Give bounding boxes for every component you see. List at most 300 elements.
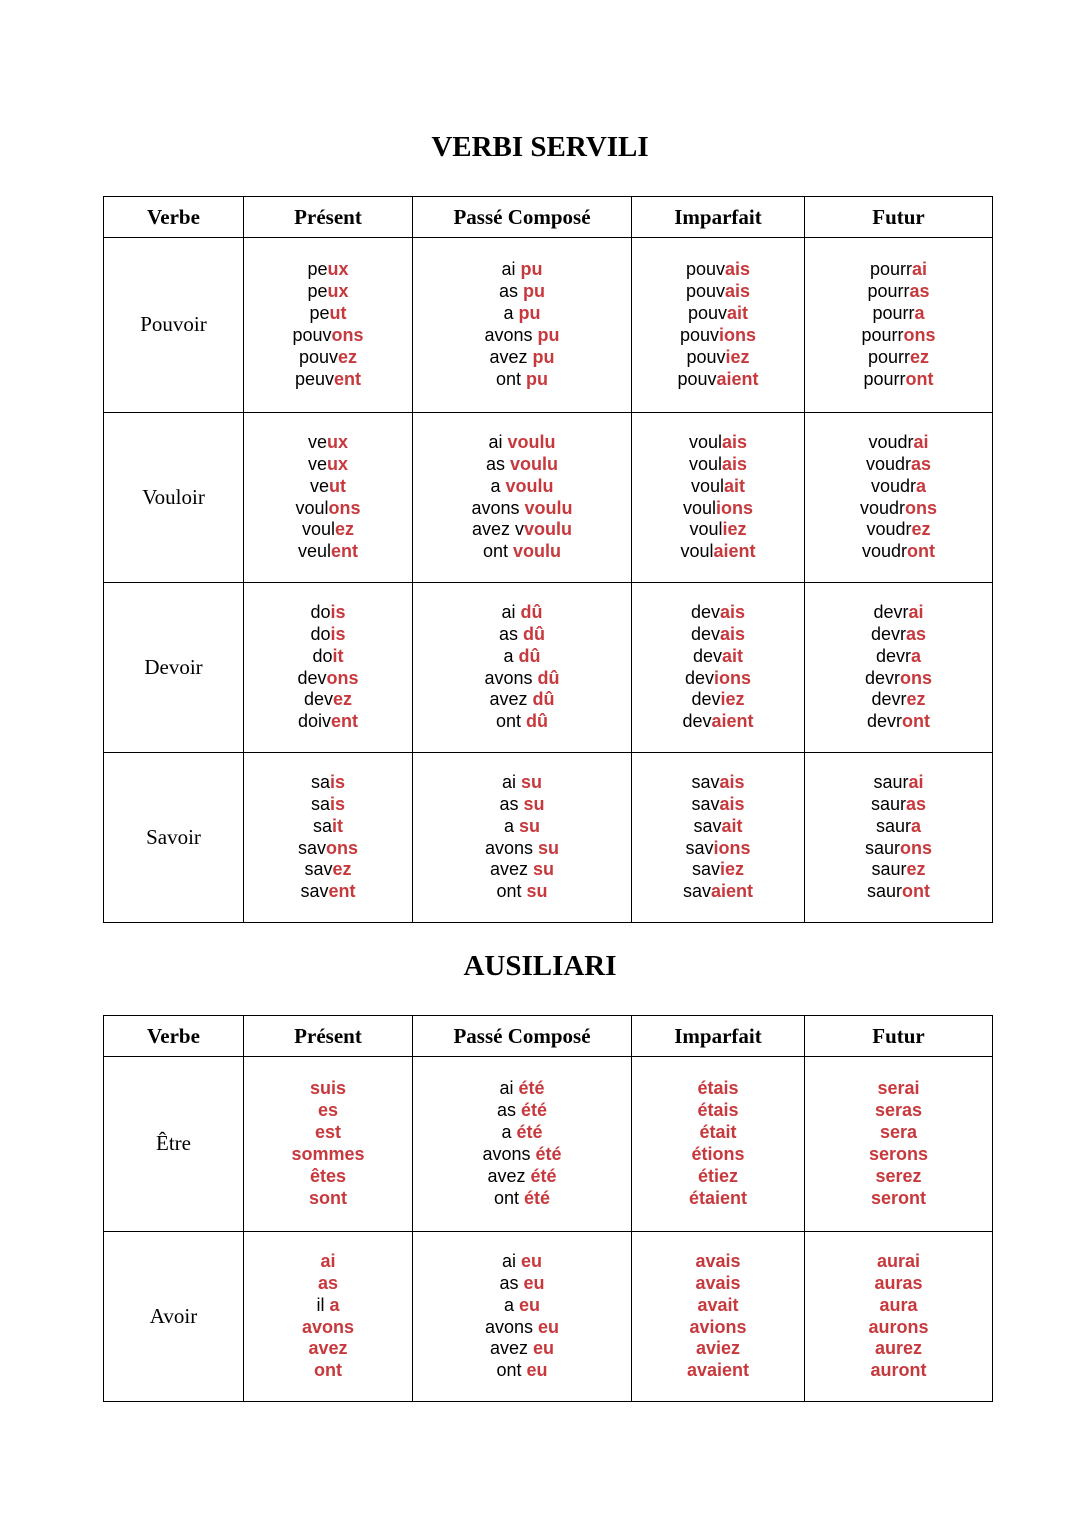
conjugated-form: [244, 476, 412, 498]
form-ending: su: [519, 815, 541, 836]
conjugated-form: [805, 1338, 992, 1360]
form-ending: été: [524, 1187, 551, 1208]
futur-cell: [805, 413, 993, 583]
form-ending: pu: [526, 368, 549, 389]
conjugated-form: [632, 498, 804, 520]
present-cell: [244, 1057, 413, 1232]
form-ending: voulu: [505, 475, 554, 496]
conjugated-form: [244, 1078, 412, 1100]
form-ending: ut: [329, 303, 347, 324]
form-stem: devr: [873, 601, 909, 622]
form-stem: a: [503, 303, 519, 324]
form-stem: ont: [495, 368, 527, 389]
header-imparfait: Imparfait: [632, 1016, 805, 1057]
conjugated-form: [632, 476, 804, 498]
form-stem: avons: [484, 837, 539, 858]
conjugated-form: [805, 281, 992, 303]
imparfait-cell: [632, 753, 805, 923]
conjugated-form: [805, 1188, 992, 1210]
form-ending: étais: [697, 1078, 739, 1099]
conjugated-form: [244, 519, 412, 541]
passe-compose-cell: [413, 1057, 632, 1232]
form-ending: ux: [327, 259, 349, 280]
form-stem: voul: [689, 519, 723, 540]
conjugated-form: [413, 432, 631, 454]
form-ending: avais: [695, 1272, 741, 1293]
conjugated-form: [413, 689, 631, 711]
conjugated-form: [805, 711, 992, 733]
present-cell: [244, 413, 413, 583]
form-stem: ont: [496, 881, 527, 902]
present-cell: [244, 753, 413, 923]
conjugated-form: [244, 1100, 412, 1122]
form-stem: as: [499, 1272, 524, 1293]
conjugated-form: [632, 454, 804, 476]
form-stem: ve: [307, 431, 327, 452]
form-ending: ais: [725, 281, 751, 302]
conjugated-form: [244, 1360, 412, 1382]
conjugated-form: [805, 1317, 992, 1339]
conjugated-form: [413, 1251, 631, 1273]
form-ending: serez: [875, 1165, 922, 1186]
form-ending: avait: [697, 1294, 739, 1315]
form-stem: pouv: [687, 303, 728, 324]
conjugated-form: [805, 602, 992, 624]
conjugated-form: [632, 794, 804, 816]
form-ending: ent: [331, 711, 359, 732]
form-ending: été: [518, 1078, 545, 1099]
conjugated-form: [632, 347, 804, 369]
form-stem: a: [503, 815, 519, 836]
verb-cell: Savoir: [104, 753, 244, 923]
form-ending: ait: [727, 303, 749, 324]
conjugated-form: [805, 816, 992, 838]
futur-cell: [805, 1232, 993, 1402]
form-stem: as: [498, 623, 523, 644]
form-ending: dû: [520, 601, 543, 622]
form-stem: sav: [693, 815, 722, 836]
passe-compose-cell: [413, 413, 632, 583]
conjugated-form: [632, 1188, 804, 1210]
form-stem: devr: [867, 711, 903, 732]
conjugated-form: [632, 281, 804, 303]
form-ending: as: [905, 623, 927, 644]
verb-cell: Vouloir: [104, 413, 244, 583]
form-ending: ent: [331, 541, 359, 562]
form-stem: sav: [682, 881, 711, 902]
form-ending: dû: [523, 623, 545, 644]
conjugated-form: [413, 772, 631, 794]
conjugated-form: [413, 519, 631, 541]
form-ending: aurons: [868, 1316, 929, 1337]
conjugated-form: [244, 498, 412, 520]
conjugated-form: [413, 1295, 631, 1317]
form-stem: devr: [864, 667, 900, 688]
form-ending: ait: [721, 815, 743, 836]
form-ending: ons: [900, 667, 933, 688]
conjugated-form: [805, 1295, 992, 1317]
form-ending: ez: [338, 346, 358, 367]
imparfait-cell: [632, 1232, 805, 1402]
form-ending: ais: [719, 793, 745, 814]
conjugated-form: [413, 859, 631, 881]
form-ending: été: [530, 1165, 557, 1186]
form-stem: devr: [870, 623, 906, 644]
conjugated-form: [805, 476, 992, 498]
form-ending: avaient: [686, 1360, 750, 1381]
verb-cell: Devoir: [104, 583, 244, 753]
conjugated-form: [632, 369, 804, 391]
form-stem: sa: [310, 793, 330, 814]
form-ending: ions: [716, 497, 754, 518]
form-stem: il: [316, 1294, 330, 1315]
form-stem: saur: [875, 815, 911, 836]
conjugated-form: [244, 711, 412, 733]
conjugated-form: [413, 1317, 631, 1339]
conjugated-form: [244, 1295, 412, 1317]
form-stem: saur: [870, 793, 906, 814]
conjugated-form: [244, 1188, 412, 1210]
form-stem: voul: [295, 497, 329, 518]
conjugation-table-verbi-servili: [103, 196, 993, 923]
form-ending: eu: [538, 1316, 560, 1337]
form-stem: saur: [864, 837, 900, 858]
form-stem: ai: [501, 1250, 521, 1271]
form-stem: pourr: [861, 325, 904, 345]
conjugated-form: [413, 624, 631, 646]
form-ending: aura: [879, 1294, 918, 1315]
form-ending: est: [314, 1122, 341, 1143]
form-ending: pu: [532, 346, 555, 367]
passe-compose-cell: [413, 1232, 632, 1402]
conjugated-form: [805, 859, 992, 881]
form-ending: eu: [521, 1250, 543, 1271]
form-stem: pouv: [686, 346, 726, 367]
header-verbe: Verbe: [104, 197, 244, 238]
verb-cell: Avoir: [104, 1232, 244, 1402]
conjugated-form: [244, 1338, 412, 1360]
conjugated-form: [632, 1295, 804, 1317]
form-ending: était: [699, 1122, 737, 1143]
form-ending: été: [521, 1100, 548, 1121]
conjugated-form: [413, 1273, 631, 1295]
form-stem: avez: [489, 689, 533, 710]
form-ending: voulu: [513, 541, 562, 562]
form-ending: eu: [533, 1338, 555, 1359]
form-stem: devr: [875, 645, 911, 666]
futur-cell: [805, 753, 993, 923]
form-stem: voul: [690, 475, 724, 496]
form-ending: as: [911, 453, 932, 474]
conjugated-form: [244, 347, 412, 369]
form-ending: a: [916, 475, 927, 496]
conjugated-form: [805, 432, 992, 454]
conjugated-form: [244, 1122, 412, 1144]
conjugated-form: [244, 1273, 412, 1295]
table-header-row: [104, 1016, 993, 1057]
form-ending: eu: [526, 1360, 548, 1381]
form-stem: ai: [501, 601, 521, 622]
form-stem: avons: [484, 325, 538, 345]
form-stem: pe: [307, 281, 328, 302]
conjugated-form: [244, 1317, 412, 1339]
form-stem: as: [498, 281, 523, 302]
conjugated-form: [413, 325, 631, 347]
conjugated-form: [632, 541, 804, 563]
conjugated-form: [244, 259, 412, 281]
conjugated-form: [632, 259, 804, 281]
header-imparfait: Imparfait: [632, 197, 805, 238]
conjugated-form: [632, 838, 804, 860]
form-ending: ons: [905, 497, 938, 518]
form-ending: ai: [913, 431, 929, 452]
form-ending: ez: [910, 346, 930, 367]
form-ending: pu: [520, 259, 543, 280]
form-stem: ont: [496, 1360, 527, 1381]
header-present: Présent: [244, 197, 413, 238]
form-ending: ions: [719, 325, 757, 345]
conjugated-form: [805, 454, 992, 476]
form-stem: dev: [682, 711, 712, 732]
conjugated-form: [805, 772, 992, 794]
form-ending: pu: [523, 281, 545, 302]
form-stem: do: [312, 645, 333, 666]
form-ending: iez: [720, 689, 745, 710]
form-stem: ont: [482, 541, 514, 562]
form-stem: a: [503, 645, 519, 666]
form-stem: ve: [309, 475, 329, 496]
conjugated-form: [805, 1360, 992, 1382]
form-stem: sav: [300, 881, 329, 902]
form-ending: été: [516, 1122, 543, 1143]
present-cell: [244, 583, 413, 753]
form-ending: pu: [537, 325, 560, 345]
form-ending: dû: [526, 711, 549, 732]
form-ending: ent: [334, 368, 362, 389]
conjugated-form: [632, 325, 804, 347]
form-ending: ais: [722, 431, 748, 452]
table-row: [104, 753, 993, 923]
form-stem: a: [490, 475, 506, 496]
form-ending: ons: [326, 667, 359, 688]
form-ending: ez: [333, 689, 353, 710]
form-ending: étais: [697, 1100, 739, 1121]
form-ending: ut: [329, 475, 346, 496]
header-verbe: Verbe: [104, 1016, 244, 1057]
form-ending: dû: [518, 645, 541, 666]
form-ending: auras: [874, 1272, 923, 1293]
form-stem: pouv: [677, 368, 717, 389]
form-ending: voulu: [507, 431, 556, 452]
table-body: [104, 238, 993, 923]
conjugated-form: [244, 816, 412, 838]
form-ending: aient: [713, 541, 756, 562]
header-present: Présent: [244, 1016, 413, 1057]
conjugated-form: [632, 303, 804, 325]
form-ending: eu: [523, 1272, 545, 1293]
form-stem: pe: [309, 303, 330, 324]
form-stem: dev: [684, 667, 714, 688]
conjugated-form: [413, 838, 631, 860]
present-cell: [244, 238, 413, 413]
imparfait-cell: [632, 583, 805, 753]
form-stem: ai: [501, 771, 521, 792]
form-stem: avez: [489, 859, 533, 880]
form-ending: su: [523, 793, 545, 814]
conjugated-form: [244, 646, 412, 668]
form-ending: étions: [691, 1144, 745, 1164]
conjugated-form: [805, 369, 992, 391]
form-stem: ai: [488, 431, 508, 452]
conjugated-form: [805, 303, 992, 325]
futur-cell: [805, 238, 993, 413]
form-stem: avez: [487, 1165, 531, 1186]
form-stem: a: [503, 1294, 519, 1315]
conjugated-form: [244, 859, 412, 881]
form-ending: as: [909, 281, 930, 302]
form-ending: ons: [326, 837, 359, 858]
form-stem: ont: [493, 1187, 524, 1208]
form-ending: avais: [695, 1250, 741, 1271]
conjugated-form: [244, 432, 412, 454]
form-ending: ons: [331, 325, 364, 345]
passe-compose-cell: [413, 583, 632, 753]
conjugated-form: [805, 259, 992, 281]
conjugated-form: [805, 838, 992, 860]
form-stem: sav: [304, 859, 333, 880]
form-ending: is: [330, 793, 346, 814]
form-ending: ons: [328, 497, 361, 518]
form-ending: ai: [320, 1250, 336, 1271]
form-ending: a: [329, 1294, 340, 1315]
conjugated-form: [632, 1100, 804, 1122]
form-ending: ux: [327, 431, 349, 452]
form-stem: pouv: [679, 325, 720, 345]
conjugated-form: [413, 498, 631, 520]
form-stem: voul: [301, 519, 335, 540]
table-row: [104, 583, 993, 753]
form-ending: ez: [911, 519, 931, 540]
imparfait-cell: [632, 238, 805, 413]
form-ending: pu: [518, 303, 541, 324]
conjugated-form: [413, 1338, 631, 1360]
form-ending: iez: [725, 346, 750, 367]
form-stem: pourr: [867, 346, 910, 367]
conjugated-form: [244, 281, 412, 303]
conjugated-form: [413, 281, 631, 303]
form-ending: avons: [301, 1316, 355, 1337]
imparfait-cell: [632, 413, 805, 583]
form-ending: es: [317, 1100, 339, 1121]
conjugated-form: [244, 772, 412, 794]
form-stem: pouv: [685, 281, 725, 302]
conjugated-form: [244, 838, 412, 860]
form-stem: veul: [297, 541, 332, 562]
conjugated-form: [805, 1100, 992, 1122]
conjugated-form: [413, 711, 631, 733]
conjugated-form: [632, 1273, 804, 1295]
table-row: [104, 1232, 993, 1402]
conjugated-form: [413, 347, 631, 369]
form-ending: ux: [327, 281, 349, 302]
conjugated-form: [632, 646, 804, 668]
conjugated-form: [632, 1251, 804, 1273]
form-stem: sav: [691, 793, 720, 814]
form-stem: as: [485, 453, 510, 474]
conjugated-form: [413, 794, 631, 816]
conjugated-form: [632, 1338, 804, 1360]
form-ending: aient: [711, 711, 754, 732]
form-stem: dev: [690, 623, 720, 644]
form-stem: voul: [688, 453, 722, 474]
conjugated-form: [244, 794, 412, 816]
form-stem: sa: [312, 815, 332, 836]
conjugated-form: [805, 689, 992, 711]
form-stem: dev: [303, 689, 333, 710]
form-stem: voudr: [868, 431, 914, 452]
conjugated-form: [413, 1360, 631, 1382]
conjugated-form: [805, 1251, 992, 1273]
conjugated-form: [413, 1100, 631, 1122]
table-row: [104, 1057, 993, 1232]
form-ending: iez: [720, 859, 745, 880]
form-ending: ait: [722, 645, 744, 666]
form-stem: voul: [688, 431, 722, 452]
form-ending: dû: [537, 667, 560, 688]
form-ending: is: [330, 623, 346, 644]
conjugated-form: [632, 1360, 804, 1382]
form-ending: eu: [519, 1294, 541, 1315]
form-stem: saur: [871, 859, 907, 880]
conjugated-form: [632, 602, 804, 624]
table-row: [104, 413, 993, 583]
form-stem: a: [501, 1122, 517, 1143]
conjugated-form: [244, 1166, 412, 1188]
form-stem: sa: [310, 771, 330, 792]
conjugated-form: [632, 1078, 804, 1100]
form-stem: ve: [307, 453, 327, 474]
form-ending: étiez: [697, 1165, 739, 1186]
conjugated-form: [413, 259, 631, 281]
form-ending: as: [317, 1272, 339, 1293]
header-futur: Futur: [805, 197, 993, 238]
form-stem: devr: [871, 689, 907, 710]
form-stem: voul: [682, 497, 716, 518]
form-ending: aurez: [874, 1338, 923, 1359]
form-ending: iez: [722, 519, 747, 540]
conjugated-form: [805, 1122, 992, 1144]
form-stem: avons: [471, 497, 525, 518]
form-ending: ions: [713, 837, 751, 858]
form-ending: ais: [725, 259, 751, 280]
form-ending: ent: [328, 881, 356, 902]
section-title-ausiliari: AUSILIARI: [463, 950, 617, 982]
form-stem: pouv: [685, 259, 725, 280]
conjugated-form: [632, 1144, 804, 1166]
form-ending: a: [914, 303, 925, 324]
form-ending: ux: [327, 453, 349, 474]
form-ending: su: [521, 771, 543, 792]
form-ending: avez: [308, 1338, 348, 1359]
conjugated-form: [244, 369, 412, 391]
conjugated-form: [413, 816, 631, 838]
conjugated-form: [632, 859, 804, 881]
form-ending: ont: [314, 1360, 342, 1381]
form-stem: voudr: [861, 541, 908, 562]
conjugated-form: [805, 1273, 992, 1295]
table-header-row: [104, 197, 993, 238]
conjugated-form: [632, 689, 804, 711]
